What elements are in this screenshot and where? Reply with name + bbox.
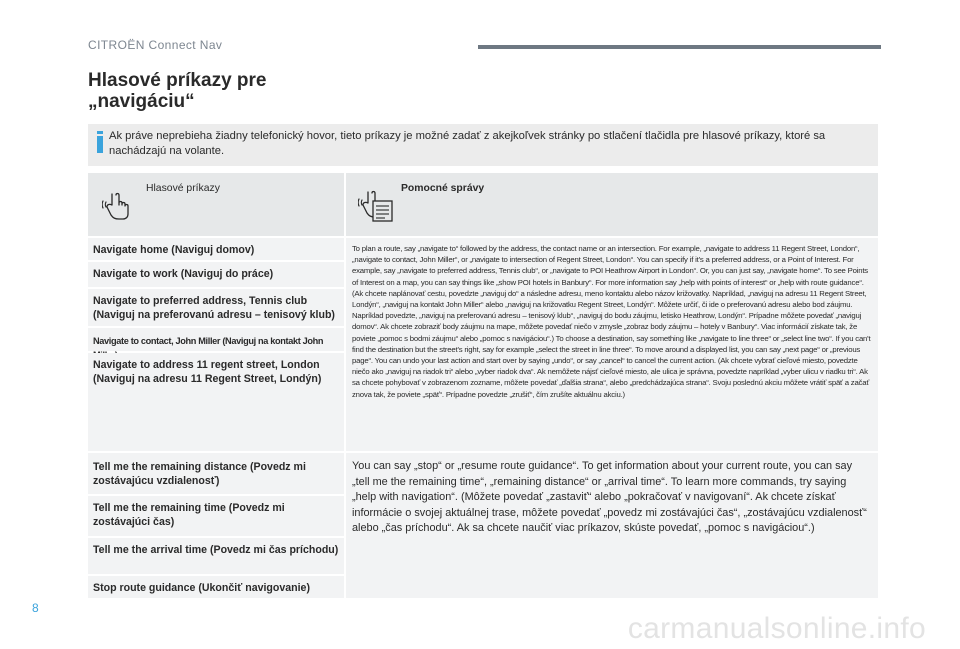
watermark: carmanualsonline.info (627, 612, 926, 645)
table-header-commands (88, 173, 344, 236)
command-navigate-contact: Navigate to contact, John Miller (Naviguj na kontakt John (88, 328, 344, 351)
page-title-line-2: „navigáciu“ (88, 91, 195, 112)
voice-commands-table (88, 173, 878, 598)
command-remaining-time: Tell me the remaining time (Povedz mi zostávajúci čas) (88, 496, 344, 536)
info-note (88, 124, 878, 166)
page-title (88, 70, 488, 112)
header-rule (478, 45, 881, 49)
info-icon (95, 131, 105, 153)
command-navigate-work: Navigate to work (Naviguj do práce) (88, 262, 344, 287)
page-number: 8 (32, 601, 39, 615)
info-note-text: Ak práve neprebieha žiadny telefonický hovor, tieto príkazy je možné zadať z akejkoľvek stránky po stlačení tlačidla pre hlasové príkazy, ktoré sa nachádzajú na volante. (109, 130, 826, 157)
table-header-help-label: Pomocné správy (401, 183, 485, 194)
command-stop-route-guidance: Stop route guidance (Ukončiť navigovanie) (88, 576, 344, 598)
voice-help-message-icon (358, 189, 394, 223)
command-navigate-preferred-address: Navigate to preferred address, Tennis club (Naviguj na preferovanú adresu – tenisový klub) (88, 289, 344, 326)
table-header-help (346, 173, 878, 236)
command-navigate-home: Navigate home (Naviguj domov) (88, 238, 344, 260)
command-arrival-time: Tell me the arrival time (Povedz mi čas príchodu) (88, 538, 344, 574)
table-header-commands-label: Hlasové príkazy (146, 183, 220, 194)
voice-command-icon (102, 191, 134, 221)
command-navigate-address: Navigate to address 11 regent street, London (Naviguj na adresu 11 Regent Street, Londýn) (88, 353, 344, 451)
brand-header: CITROËN Connect Nav (88, 38, 223, 52)
help-message-route-guidance: You can say „stop“ or „resume route guidance“. To get information about your current route, you can say „tell me the remaining time“, „remaining distance“ or „arrival time“. To learn more commands, try saying „help with navigation“. (Môžete povedať „zastaviť“ alebo „pokračovať v navigovaní“. Ak chcete získať informácie o svojej aktuálnej trase, môžete povedať „povedz mi zostávajúci čas“, „zostávajúcu vzdialenosť“ alebo „čas príchodu“. Ak sa chcete naučiť viac príkazov, skúste povedať, „pomoc s navigáciou“.) (346, 453, 878, 598)
command-remaining-distance: Tell me the remaining distance (Povedz mi zostávajúcu vzdialenosť) (88, 453, 344, 494)
page-title-line-1: Hlasové príkazy pre (88, 70, 267, 91)
help-message-navigation: To plan a route, say „navigate to“ followed by the address, the contact name or an intersection. For example, „navigate to address 11 Regent Street, London“, „navigate to contact, John Miller“, or „navigate to intersection of Regent Street, London“. You can specify if it's a preferred address, or a Point of Interest. For example, say „navigate to preferred address, Tennis club“, or „navigate to POI Heathrow Airport in London“. Or, you can just say, „navigate home“. To see Points of Interest on a map, you can say things like „show POI hotels in Banbury“. For more information say „help with points of interest“ or „help with route guidance“. (Ak chcete naplánovať cestu, povedzte „naviguj do“ a následne adresu, meno kontaktu alebo názov križovatky. Napríklad, „naviguj na adresu 11 Regent Street, Londýn“, „naviguj na kontakt John Miller“ alebo „naviguj na križovatku Regent Street, Londýn“. Môžete určiť, či ide o preferovanú adresu alebo bod záujmu. Napríklad povedzte, „naviguj na preferovanú adresu – tenisový klub“, „naviguj do bodu záujmu, letisko Heathrow, Londýn“. Prípadne môžete povedať „naviguj domov“. Ak chcete zobraziť body záujmu na mape, môžete povedať niečo v zmysle „zobraz body záujmu – hotely v Banbury“. Viac informácií získate tak, že poviete „pomoc s bodmi záujmu“ alebo „pomoc s navigáciou“.) To choose a destination, say something like „navigate to line three“ or „select line two“. If you can't find the destination but the street's right, say for example „select the street in line three“. To move around a displayed list, you can say „next page“ or „previous page“. You can undo your last action and start over by saying „undo“, or say „cancel“ to cancel the current action. (Ak chcete vybrať cieľové miesto, povedzte niečo ako „naviguj na riadok tri“ alebo „vyber riadok dva“. Ak nemôžete nájsť cieľové miesto, ale ulica je správna, povedzte napríklad „vyber ulicu v riadku tri“. Ak sa chcete pohybovať v zobrazenom zozname, môžete povedať „ďalšia strana“, alebo „predchádzajúca strana“. Svoju poslednú akciu môžete vrátiť späť a začať znova tak, že poviete „späť“. Prípadne povedzte „zrušiť“, čím zrušíte aktuálnu akciu.) (346, 238, 878, 451)
